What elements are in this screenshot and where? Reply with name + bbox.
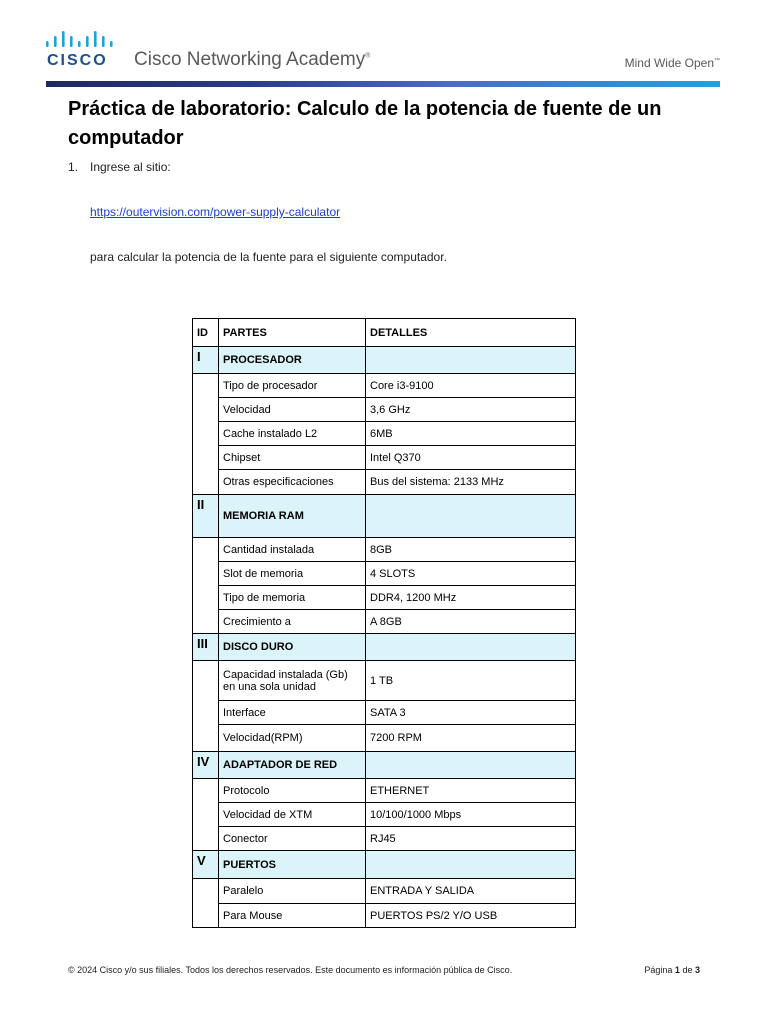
step-1 bbox=[68, 160, 171, 174]
step-number: 1. bbox=[68, 160, 79, 174]
part-cell: Capacidad instalada (Gb) en una sola unidad bbox=[219, 661, 366, 701]
part-cell: Velocidad bbox=[219, 398, 366, 422]
table-row bbox=[193, 725, 576, 752]
detail-cell: 3,6 GHz bbox=[366, 398, 576, 422]
step-text: Ingrese al sitio: bbox=[90, 160, 171, 174]
page-current: 1 bbox=[674, 965, 680, 975]
section-name: PUERTOS bbox=[219, 851, 366, 879]
table-row bbox=[193, 538, 576, 562]
academy-name-text: Cisco Networking Academy bbox=[134, 49, 366, 70]
part-cell: Velocidad de XTM bbox=[219, 803, 366, 827]
detail-cell: 4 SLOTS bbox=[366, 562, 576, 586]
table-row bbox=[193, 904, 576, 928]
id-spacer-cell bbox=[193, 661, 219, 752]
table-row bbox=[193, 446, 576, 470]
section-id: II bbox=[193, 495, 219, 538]
section-name: PROCESADOR bbox=[219, 347, 366, 374]
header-details: DETALLES bbox=[366, 319, 576, 347]
cisco-wordmark: CISCO bbox=[47, 52, 108, 69]
section-detail-empty bbox=[366, 851, 576, 879]
detail-cell: Bus del sistema: 2133 MHz bbox=[366, 470, 576, 495]
part-cell: Cache instalado L2 bbox=[219, 422, 366, 446]
header-id: ID bbox=[193, 319, 219, 347]
detail-cell: ENTRADA Y SALIDA bbox=[366, 879, 576, 904]
id-spacer-cell bbox=[193, 538, 219, 634]
detail-cell: A 8GB bbox=[366, 610, 576, 634]
table-row bbox=[193, 661, 576, 701]
part-cell: Cantidad instalada bbox=[219, 538, 366, 562]
registered-mark: ® bbox=[365, 52, 371, 60]
part-cell: Interface bbox=[219, 701, 366, 725]
detail-cell: DDR4, 1200 MHz bbox=[366, 586, 576, 610]
section-id: I bbox=[193, 347, 219, 374]
section-id: IV bbox=[193, 752, 219, 779]
instruction-paragraph: para calcular la potencia de la fuente para el siguiente computador. bbox=[90, 250, 447, 264]
detail-cell: SATA 3 bbox=[366, 701, 576, 725]
header-gradient-rule bbox=[46, 81, 720, 87]
section-detail-empty bbox=[366, 347, 576, 374]
detail-cell: 6MB bbox=[366, 422, 576, 446]
tagline bbox=[625, 56, 720, 70]
detail-cell: 8GB bbox=[366, 538, 576, 562]
id-spacer-cell bbox=[193, 779, 219, 851]
academy-name bbox=[134, 49, 370, 71]
parts-table bbox=[192, 318, 576, 928]
section-id: III bbox=[193, 634, 219, 661]
footer-page-number bbox=[644, 965, 700, 975]
cisco-logo-icon bbox=[46, 31, 116, 49]
tagline-text: Mind Wide Open bbox=[624, 56, 714, 70]
table-row bbox=[193, 701, 576, 725]
section-detail-empty bbox=[366, 752, 576, 779]
table-row bbox=[193, 610, 576, 634]
part-cell: Conector bbox=[219, 827, 366, 851]
table-row bbox=[193, 562, 576, 586]
table-header-row bbox=[193, 319, 576, 347]
section-row bbox=[193, 634, 576, 661]
part-cell: Protocolo bbox=[219, 779, 366, 803]
detail-cell: 7200 RPM bbox=[366, 725, 576, 752]
calculator-link[interactable]: https://outervision.com/power-supply-calculator bbox=[90, 205, 341, 219]
section-id: V bbox=[193, 851, 219, 879]
part-cell: Velocidad(RPM) bbox=[219, 725, 366, 752]
page-of: de bbox=[682, 965, 693, 975]
table-row bbox=[193, 879, 576, 904]
part-cell: Tipo de procesador bbox=[219, 374, 366, 398]
detail-cell: 10/100/1000 Mbps bbox=[366, 803, 576, 827]
table-row bbox=[193, 422, 576, 446]
table-row bbox=[193, 779, 576, 803]
id-spacer-cell bbox=[193, 879, 219, 928]
section-name: MEMORIA RAM bbox=[219, 495, 366, 538]
detail-cell: RJ45 bbox=[366, 827, 576, 851]
detail-cell: PUERTOS PS/2 Y/O USB bbox=[366, 904, 576, 928]
table-row bbox=[193, 374, 576, 398]
section-row bbox=[193, 752, 576, 779]
detail-cell: 1 TB bbox=[366, 661, 576, 701]
part-cell: Para Mouse bbox=[219, 904, 366, 928]
page-total: 3 bbox=[694, 965, 700, 975]
section-row bbox=[193, 851, 576, 879]
part-cell: Chipset bbox=[219, 446, 366, 470]
footer-copyright: © 2024 Cisco y/o sus filiales. Todos los derechos reservados. Este documento es información pública de Cisco. bbox=[68, 965, 513, 975]
table-row bbox=[193, 398, 576, 422]
section-row bbox=[193, 347, 576, 374]
part-cell: Tipo de memoria bbox=[219, 586, 366, 610]
detail-cell: Intel Q370 bbox=[366, 446, 576, 470]
part-cell: Slot de memoria bbox=[219, 562, 366, 586]
table-row bbox=[193, 827, 576, 851]
header-parts: PARTES bbox=[219, 319, 366, 347]
part-cell: Paralelo bbox=[219, 879, 366, 904]
section-detail-empty bbox=[366, 495, 576, 538]
table-row bbox=[193, 803, 576, 827]
page-title: Práctica de laboratorio: Calculo de la potencia de fuente de un computador bbox=[68, 98, 662, 149]
table-row bbox=[193, 470, 576, 495]
detail-cell: Core i3-9100 bbox=[366, 374, 576, 398]
id-spacer-cell bbox=[193, 374, 219, 495]
page-label: Página bbox=[644, 965, 673, 975]
part-cell: Otras especificaciones bbox=[219, 470, 366, 495]
trademark-mark: ™ bbox=[714, 58, 720, 64]
section-detail-empty bbox=[366, 634, 576, 661]
section-name: ADAPTADOR DE RED bbox=[219, 752, 366, 779]
part-cell: Crecimiento a bbox=[219, 610, 366, 634]
table-row bbox=[193, 586, 576, 610]
section-name: DISCO DURO bbox=[219, 634, 366, 661]
section-row bbox=[193, 495, 576, 538]
detail-cell: ETHERNET bbox=[366, 779, 576, 803]
page-header bbox=[0, 0, 768, 90]
